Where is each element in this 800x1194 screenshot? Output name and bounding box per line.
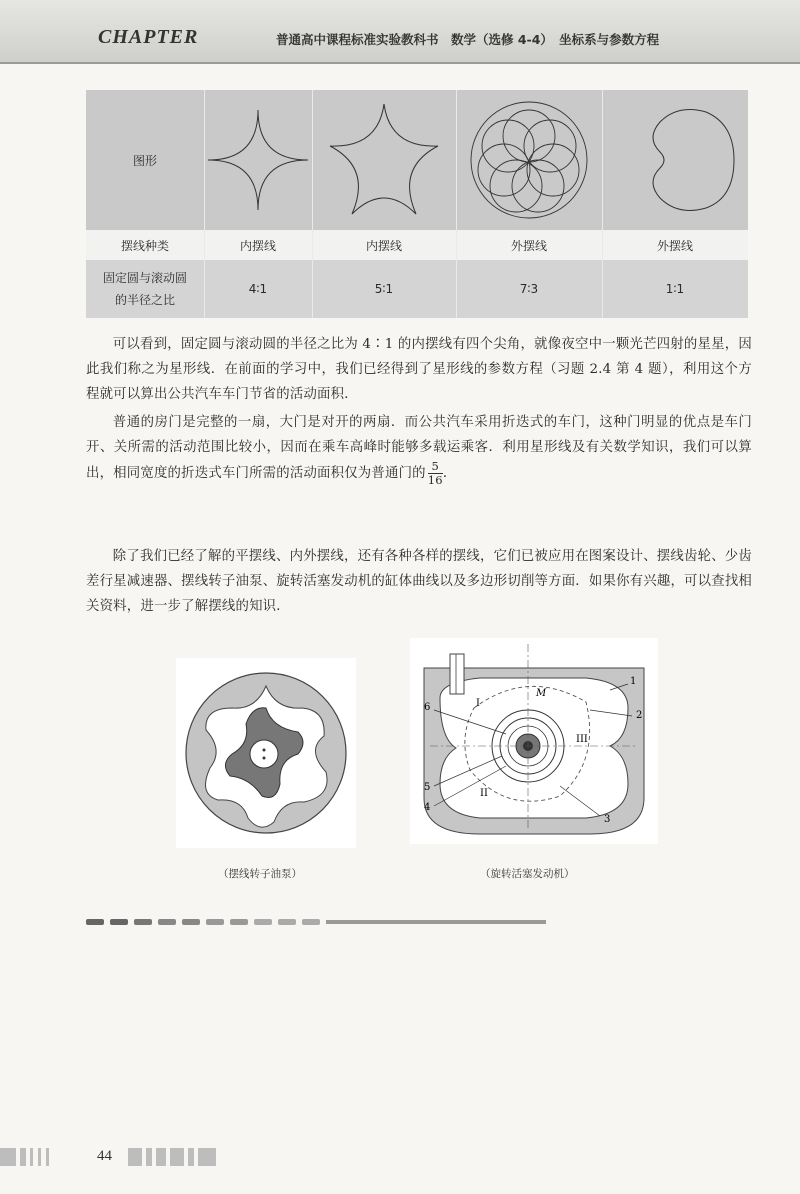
footer-decoration xyxy=(0,1142,240,1168)
engine-label-M: M xyxy=(536,688,547,699)
engine-label-6: 6 xyxy=(424,702,431,713)
type-cell: 外摆线 xyxy=(510,238,547,253)
five-cusp-hypocycloid-figure xyxy=(312,90,456,230)
engine-label-3: 3 xyxy=(604,814,611,825)
engine-label-4: 4 xyxy=(424,802,431,813)
engine-label-2: 2 xyxy=(636,710,643,721)
ratio-cell: 4∶1 xyxy=(248,282,268,296)
table-divider xyxy=(312,90,313,318)
paragraph-text: 除了我们已经了解的平摆线、内外摆线，还有各种各样的摆线，它们已被应用在图案设计、摆线齿轮、少齿差行星减速器、摆线转子油泵、旋转活塞发动机的缸体曲线以及多边形切削等方面．如果你有兴趣，可以查找相关资料，进一步了解摆线的知识． xyxy=(86,549,752,614)
oil-pump-figure xyxy=(176,658,356,848)
paragraph-3 xyxy=(86,544,752,619)
fraction-numerator: 5 xyxy=(428,460,443,474)
chapter-label: CHAPTER xyxy=(98,26,199,48)
astroid-figure xyxy=(204,90,312,230)
page-header xyxy=(0,0,800,64)
engine-label-1: 1 xyxy=(630,676,637,687)
decorative-divider xyxy=(86,912,546,922)
type-row-label: 摆线种类 xyxy=(120,238,169,253)
type-cell: 外摆线 xyxy=(656,238,693,253)
rotary-engine-caption: （旋转活塞发动机） xyxy=(480,868,575,880)
figure-row-label: 图形 xyxy=(132,153,157,168)
rotary-engine-figure xyxy=(410,638,658,844)
engine-label-5: 5 xyxy=(424,782,431,793)
paragraph-1 xyxy=(86,332,752,407)
epicycloid-7-3-figure xyxy=(456,90,602,230)
paragraph-2 xyxy=(86,410,752,487)
cardioid-figure xyxy=(602,90,748,230)
table-divider xyxy=(456,90,457,318)
cycloid-table xyxy=(86,90,748,318)
page-number: 44 xyxy=(97,1148,112,1164)
engine-label-I: I xyxy=(476,698,480,709)
type-row xyxy=(86,230,748,260)
ratio-cell: 1∶1 xyxy=(665,282,685,296)
engine-label-II: II xyxy=(480,788,488,799)
type-cell: 内摆线 xyxy=(365,238,402,253)
ratio-cell: 5∶1 xyxy=(374,282,394,296)
paragraph-end: ． xyxy=(442,466,457,481)
ratio-cell: 7∶3 xyxy=(519,282,539,296)
table-divider xyxy=(204,90,205,318)
fraction-denominator: 16 xyxy=(427,473,443,487)
book-title: 普通高中课程标准实验教科书 数学（选修 4-4） 坐标系与参数方程 xyxy=(276,32,660,47)
oil-pump-caption: （摆线转子油泵） xyxy=(218,868,302,880)
ratio-row-label: 固定圆与滚动圆的半径之比 xyxy=(102,271,187,307)
paragraph-text: 可以看到，固定圆与滚动圆的半径之比为 4∶1 的内摆线有四个尖角，就像夜空中一颗光芒四射的星星，因此我们称之为星形线．在前面的学习中，我们已经得到了星形线的参数方程（习题 2.4 第 4 题），利用这个方程就可以算出公共汽车车门节省的活动面积． xyxy=(86,337,752,402)
engine-label-III: III xyxy=(576,734,588,745)
type-cell: 内摆线 xyxy=(239,238,276,253)
figure-row xyxy=(86,90,748,230)
ratio-row xyxy=(86,260,748,318)
paragraph-text: 普通的房门是完整的一扇，大门是对开的两扇．而公共汽车采用折迭式的车门，这种门明显的优点是车门开、关所需的活动范围比较小，因而在乘车高峰时能够多载运乘客．利用星形线及有关数学知识，我们可以算出，相同宽度的折迭式车门所需的活动面积仅为普通门的 xyxy=(86,415,752,481)
table-divider xyxy=(602,90,603,318)
fraction xyxy=(428,460,443,487)
